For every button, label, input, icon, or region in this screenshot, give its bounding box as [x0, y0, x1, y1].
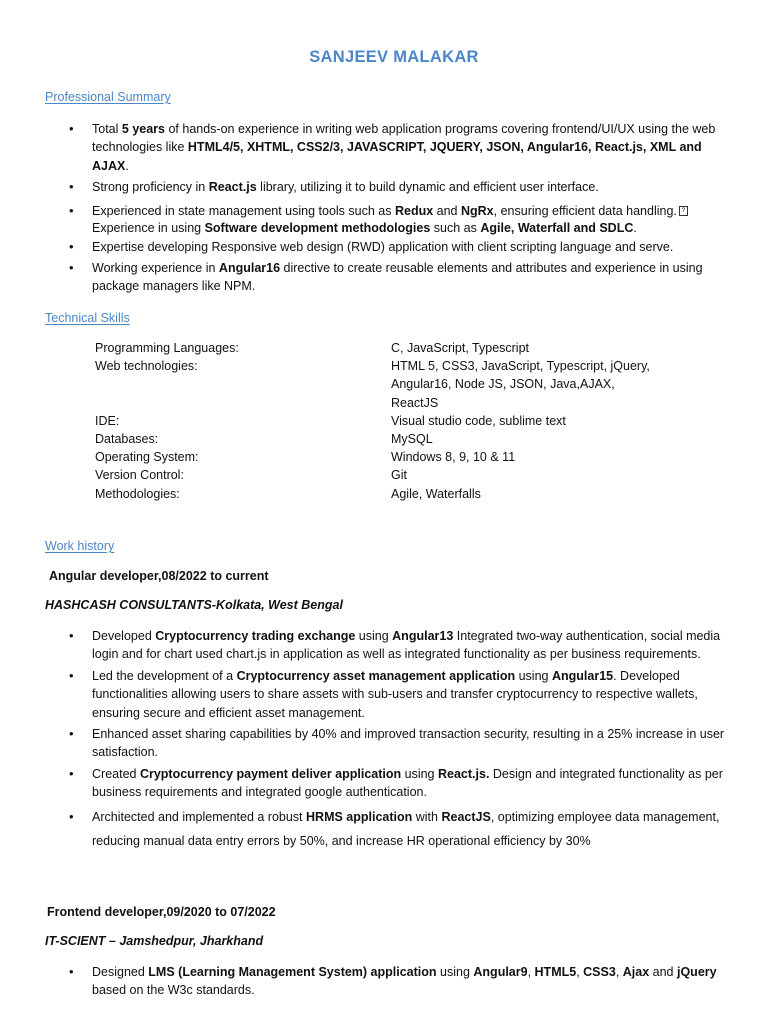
skill-row: Databases: MySQL [95, 432, 433, 447]
section-heading-skills: Technical Skills [45, 311, 130, 325]
candidate-name: SANJEEV MALAKAR [309, 48, 479, 66]
company-hashcash: HASHCASH CONSULTANTS-Kolkata, West Bengal [45, 598, 343, 612]
summary-item-rwd: • Expertise developing Responsive web design (RWD) application with client scripting language and serve. [0, 238, 732, 256]
company-itscient: IT-SCIENT – Jamshedpur, Jharkhand [45, 934, 264, 948]
job1-item-asset-management: • Led the development of a Cryptocurrency asset management application using Angular15. Developed functionalities allowing users to share assets with sub-users and transfer cryptocurrency to respective wallets, ensuring secure and efficient asset management. [0, 667, 732, 722]
job-title-frontend: Frontend developer,09/2020 to 07/2022 [47, 905, 276, 919]
job2-list [0, 963, 732, 1000]
summary-item-angular: • Working experience in Angular16 directive to create reusable elements and attributes and experience in using package managers like NPM. [0, 259, 732, 296]
skill-row: Methodologies: Agile, Waterfalls [95, 486, 481, 501]
skill-row: Programming Languages: C, JavaScript, Typescript [95, 341, 530, 355]
job1-item-asset-sharing: • Enhanced asset sharing capabilities by 40% and improved transaction security, resulting in a 25% increase in user satisfaction. [0, 725, 732, 762]
summary-item-react: • Strong proficiency in React.js library, utilizing it to build dynamic and efficient user interface. [0, 178, 732, 196]
job1-item-payment: • Created Cryptocurrency payment deliver application using React.js. Design and integrated functionality as per business requirements and integrated google authentication. [0, 765, 732, 802]
job1-item-hrms: • Architected and implemented a robust HRMS application with ReactJS, optimizing employee data management, reducing manual data entry errors by 50%, and increase HR operational efficiency by 30% [0, 805, 732, 854]
job1-list [0, 627, 732, 854]
skills-table [95, 339, 661, 503]
job2-item-lms: • Designed LMS (Learning Management System) application using Angular9, HTML5, CSS3, Ajax and jQuery based on the W3c standards. [0, 963, 732, 1000]
skill-row: IDE: Visual studio code, sublime text [95, 413, 566, 428]
summary-list [0, 120, 732, 296]
skill-row: Web technologies: HTML 5, CSS3, JavaScript, Typescript, jQuery, Angular16, Node JS, JSON, Java,AJAX, ReactJS [95, 359, 650, 410]
section-heading-work: Work history [45, 539, 115, 553]
missing-glyph-icon: ? [679, 206, 688, 216]
section-heading-summary: Professional Summary [45, 90, 171, 104]
summary-item-experience: • Total 5 years of hands-on experience in writing web application programs covering frontend/UI/UX using the web technologies like HTML4/5, XHTML, CSS2/3, JAVASCRIPT, JQUERY, JSON, Angular16, React.js, XML and AJAX. [0, 120, 732, 175]
skill-row: Version Control: Git [95, 468, 407, 483]
job1-item-exchange: • Developed Cryptocurrency trading exchange using Angular13 Integrated two-way authentication, social media login and for chart used chart.js in application as well as integrated functionality as per business requirements. [0, 627, 732, 664]
summary-item-state-management: • Experienced in state management using tools such as Redux and NgRx, ensuring efficient data handling. ? [0, 202, 732, 220]
skill-row: Operating System: Windows 8, 9, 10 & 11 [95, 450, 516, 465]
job-title-angular: Angular developer,08/2022 to current [49, 569, 269, 583]
summary-item-methodologies: Experience in using Software development methodologies such as Agile, Waterfall and SDLC. [92, 221, 637, 236]
